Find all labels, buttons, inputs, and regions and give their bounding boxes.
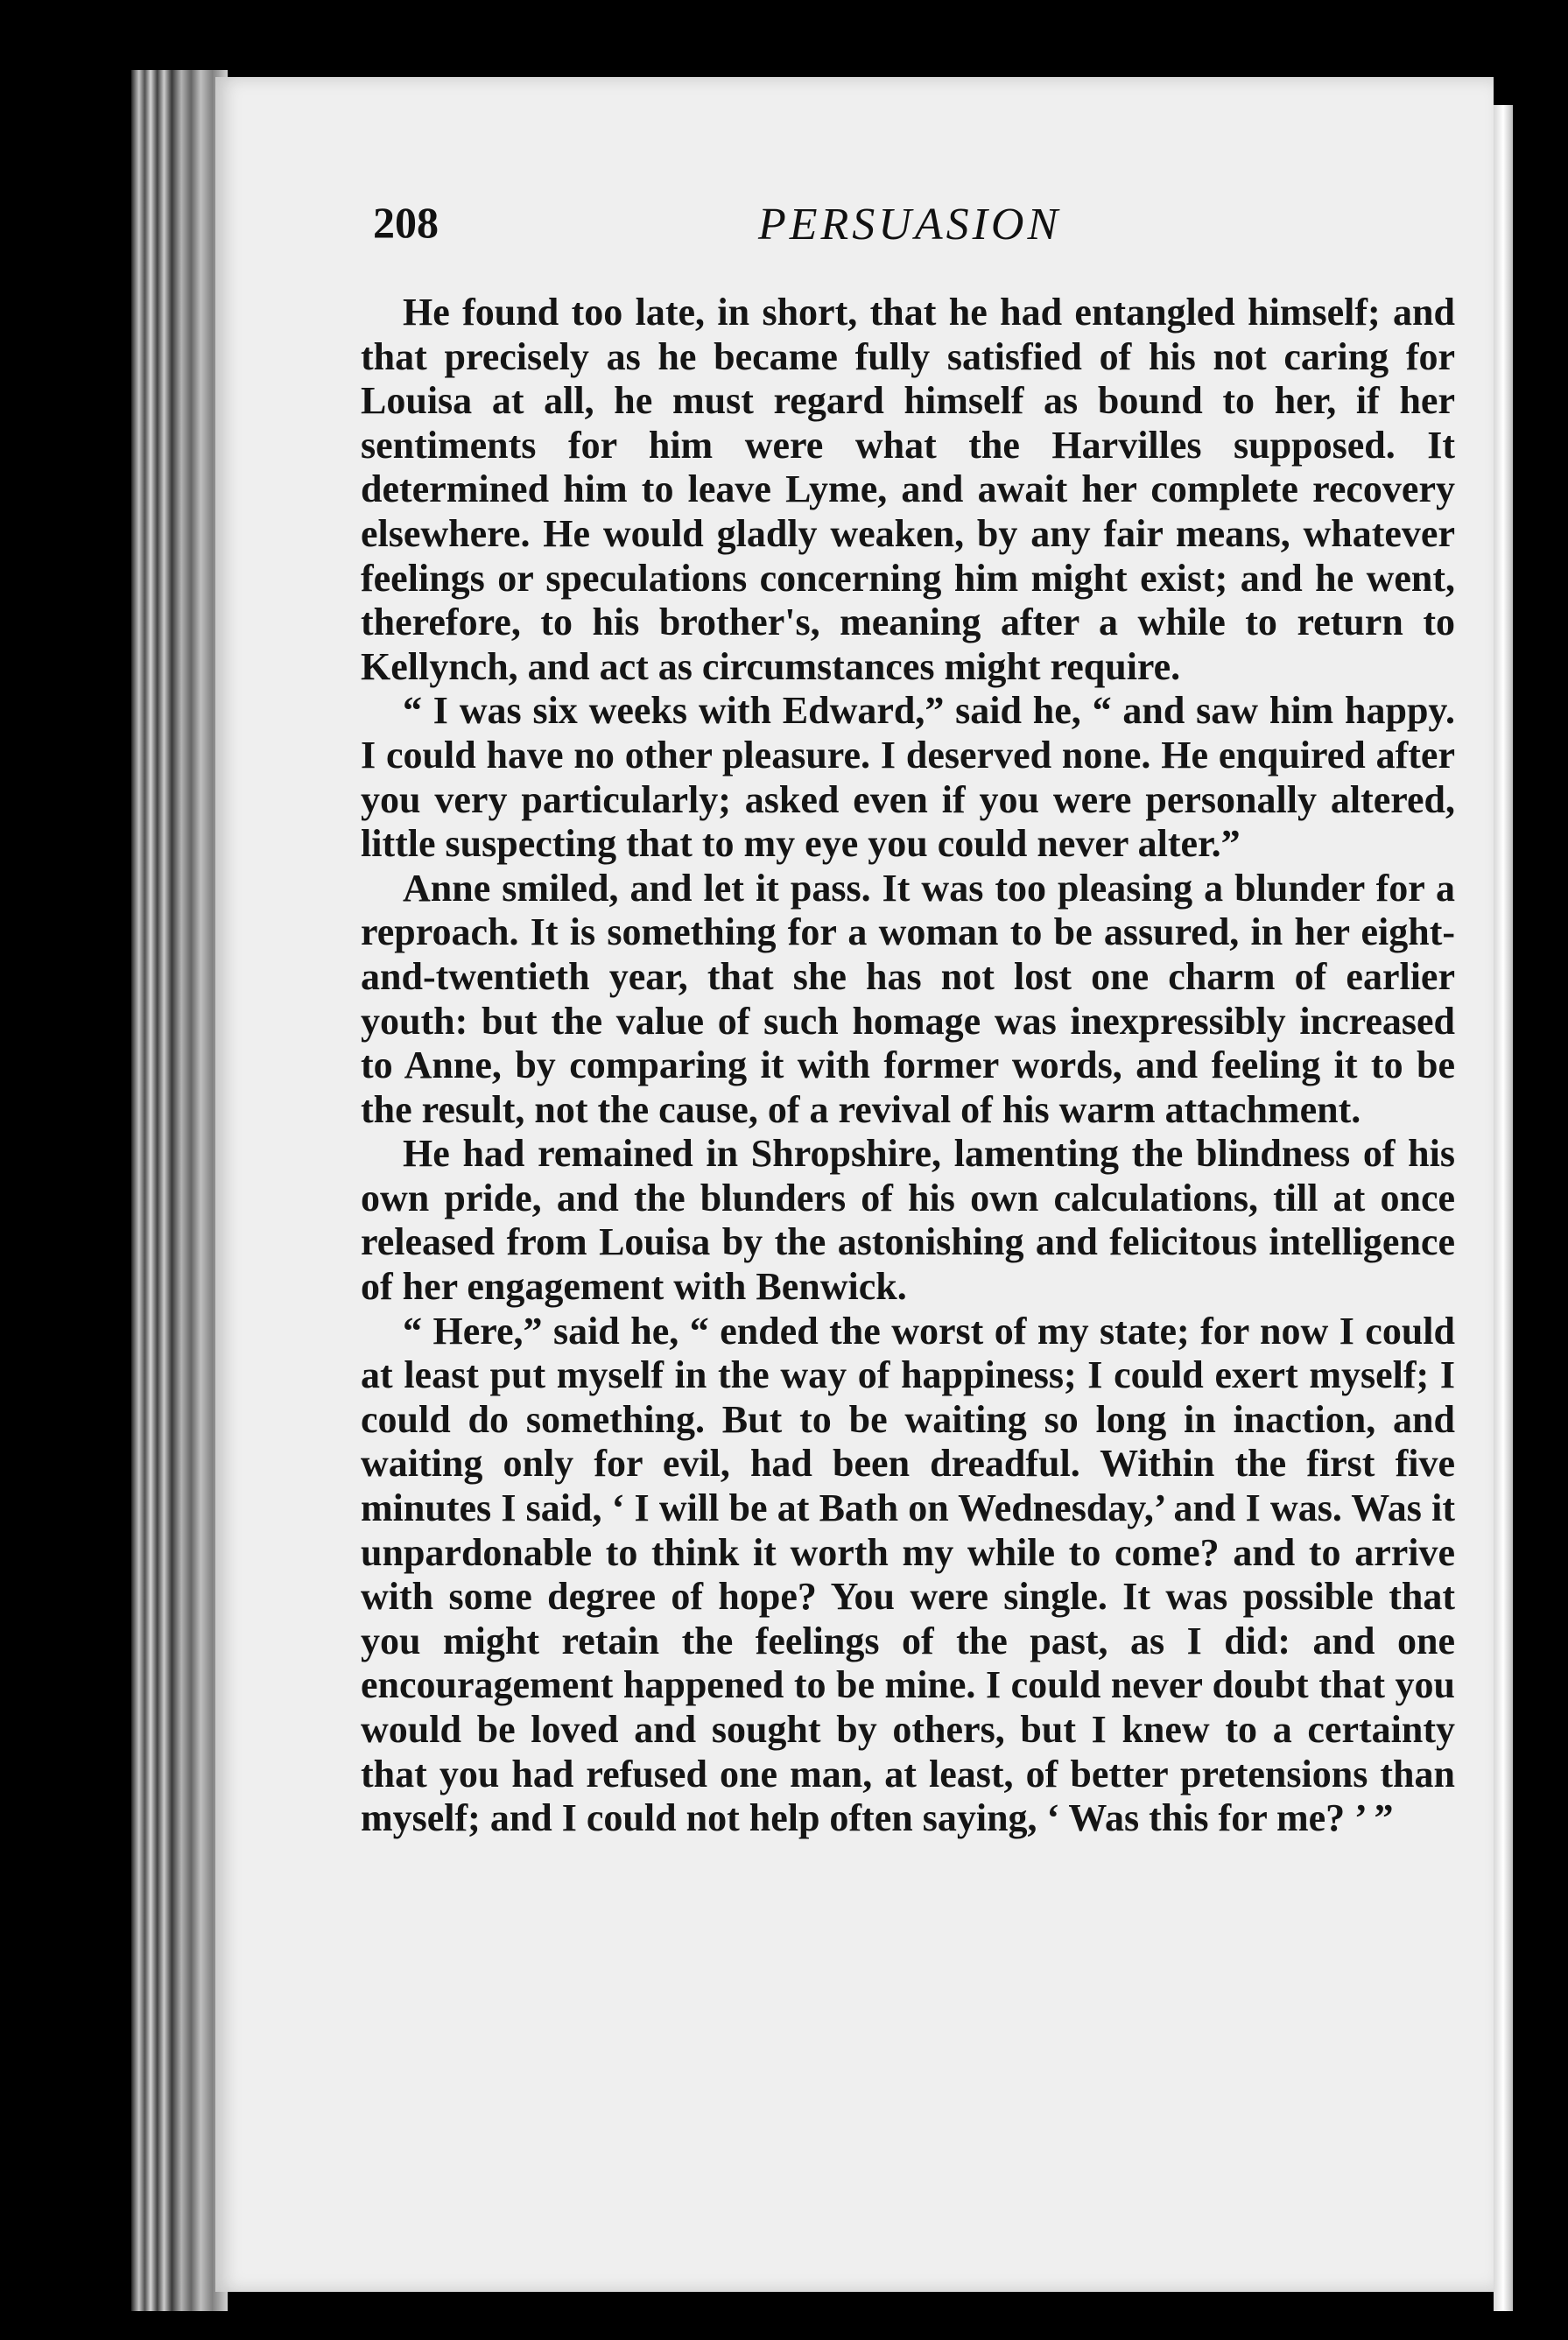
- running-title: PERSUASION: [758, 200, 1062, 249]
- body-text: [361, 291, 1455, 1841]
- page-number: 208: [373, 198, 439, 247]
- page-edge: [1494, 105, 1513, 2311]
- paragraph: Anne smiled, and let it pass. It was too pleasing a blunder for a reproach. It is something for a woman to be assured, in her eight-and-twentieth year, that she has not lost one charm of earlier youth: but the value of such homage was inexpressibly increased to Anne, by comparing it with former words, and feeling it to be the result, not the cause, of a revival of his warm attachment.: [361, 866, 1455, 1131]
- book-binding: [131, 70, 228, 2311]
- paragraph: “ Here,” said he, “ ended the worst of my state; for now I could at least put myself in the way of happiness; I could exert myself; I could do something. But to be waiting so long in inaction, and waiting only for evil, had been dreadful. Within the first five minutes I said, ‘ I will be at Bath on Wednesday,’ and I was. Was it unpardonable to think it worth my while to come? and to arrive with some degree of hope? You were single. It was possible that you might retain the feelings of the past, as I did: and one encouragement happened to be mine. I could never doubt that you would be loved and sought by others, but I knew to a certainty that you had refused one man, at least, of better pretensions than myself; and I could not help often saying, ‘ Was this for me? ’ ”: [361, 1309, 1455, 1840]
- page-header: [373, 197, 1459, 258]
- paragraph: He had remained in Shropshire, lamenting the blindness of his own pride, and the blunders of his own calculations, till at once released from Louisa by the astonishing and felicitous intelligence of her engagement with Benwick.: [361, 1132, 1455, 1309]
- paragraph: He found too late, in short, that he had entangled himself; and that precisely as he became fully satisfied of his not caring for Louisa at all, he must regard himself as bound to her, if her sentiments for him were what the Harvilles supposed. It determined him to leave Lyme, and await her complete recovery elsewhere. He would gladly weaken, by any fair means, whatever feelings or speculations concerning him might exist; and he went, therefore, to his brother's, meaning after a while to return to Kellynch, and act as circumstances might require.: [361, 291, 1455, 688]
- paragraph: “ I was six weeks with Edward,” said he, “ and saw him happy. I could have no other pleasure. I deserved none. He enquired after you very particularly; asked even if you were personally altered, little suspecting that to my eye you could never alter.”: [361, 689, 1455, 866]
